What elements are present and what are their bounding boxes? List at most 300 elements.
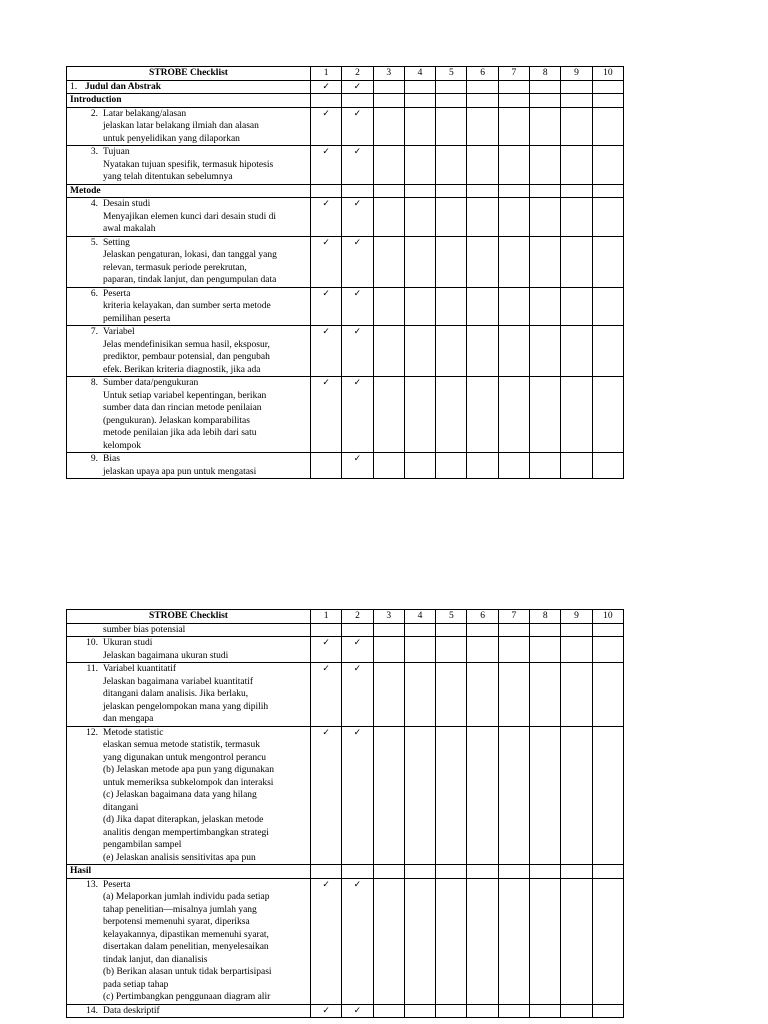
item-title: Judul dan Abstrak	[85, 81, 162, 92]
mark-cell	[404, 94, 435, 108]
header-col-10: 10	[592, 610, 623, 624]
mark-cell	[467, 146, 498, 185]
item-description-line: untuk penyelidikan yang dilaporkan	[103, 133, 240, 144]
mark-cell	[592, 726, 623, 865]
mark-cell	[498, 623, 529, 637]
check-mark: ✓	[342, 878, 373, 1004]
mark-cell	[404, 184, 435, 198]
header-col-5: 5	[436, 610, 467, 624]
header-col-2: 2	[342, 610, 373, 624]
item-description-line: metode penilaian jika ada lebih dari satu	[103, 428, 257, 438]
item-block	[70, 624, 307, 637]
mark-cell	[561, 146, 592, 185]
mark-cell	[436, 287, 467, 326]
mark-cell	[436, 623, 467, 637]
mark-cell	[592, 865, 623, 879]
item-text	[103, 108, 307, 146]
item-number: 5.	[90, 237, 98, 248]
item-cell	[67, 726, 311, 865]
item-title: Tujuan	[103, 147, 130, 157]
item-title: Data deskriptif	[103, 1005, 160, 1016]
mark-cell	[561, 663, 592, 727]
item-description-line: (b) Jelaskan metode apa pun yang digunakan	[103, 765, 274, 775]
mark-cell	[467, 184, 498, 198]
mark-cell	[311, 453, 342, 479]
item-description-line: Nyatakan tujuan spesifik, termasuk hipotesis	[103, 159, 274, 170]
header-col-7: 7	[498, 67, 529, 81]
header-col-2: 2	[342, 67, 373, 81]
mark-cell	[467, 80, 498, 94]
mark-cell	[561, 637, 592, 663]
item-title: Metode statistic	[103, 727, 164, 738]
item-number: 4.	[90, 199, 98, 209]
table-row	[67, 184, 624, 198]
item-number: 10.	[86, 638, 98, 648]
header-col-4: 4	[404, 67, 435, 81]
item-description-line: jelaskan latar belakang ilmiah dan alasan	[103, 121, 259, 131]
item-description-line: (e) Jelaskan analisis sensitivitas apa pun	[103, 852, 256, 863]
mark-cell	[592, 80, 623, 94]
mark-cell	[530, 326, 561, 377]
item-description-line: sumber data dan rincian metode penilaian	[103, 403, 262, 413]
item-block	[70, 879, 307, 1004]
mark-cell	[404, 637, 435, 663]
mark-cell	[592, 663, 623, 727]
item-text	[103, 146, 307, 184]
item-description-line: prediktor, pembaur potensial, dan pengubah	[103, 352, 270, 362]
mark-cell	[561, 80, 592, 94]
table-row	[67, 453, 624, 479]
mark-cell	[592, 1004, 623, 1018]
mark-cell	[342, 184, 373, 198]
mark-cell	[373, 236, 404, 287]
item-description-line: ditangani dalam analisis. Jika berlaku,	[103, 689, 249, 699]
mark-cell	[404, 146, 435, 185]
mark-cell	[467, 878, 498, 1004]
item-number: 11.	[86, 664, 98, 674]
header-col-4: 4	[404, 610, 435, 624]
item-description-line: Untuk setiap variabel kepentingan, berikan	[103, 390, 267, 401]
item-description-line: (d) Jika dapat diterapkan, jelaskan metode	[103, 815, 264, 825]
item-text	[103, 624, 307, 637]
check-mark: ✓	[342, 637, 373, 663]
item-cell	[67, 287, 311, 326]
mark-cell	[373, 637, 404, 663]
item-description-line: untuk memeriksa subkelompok dan interaksi	[103, 777, 274, 788]
header-col-6: 6	[467, 67, 498, 81]
item-heading	[70, 81, 307, 94]
check-mark: ✓	[311, 80, 342, 94]
mark-cell	[592, 184, 623, 198]
mark-cell	[467, 1004, 498, 1018]
check-mark: ✓	[342, 1004, 373, 1018]
mark-cell	[436, 637, 467, 663]
mark-cell	[592, 326, 623, 377]
mark-cell	[373, 453, 404, 479]
item-number: 3.	[90, 147, 98, 157]
mark-cell	[467, 726, 498, 865]
mark-cell	[373, 94, 404, 108]
item-number: 9.	[90, 454, 98, 464]
mark-cell	[530, 623, 561, 637]
item-block	[70, 453, 307, 478]
strobe-checklist-table-page-1	[66, 66, 624, 479]
item-block	[70, 377, 307, 452]
mark-cell	[373, 184, 404, 198]
item-cell	[67, 146, 311, 185]
mark-cell	[404, 878, 435, 1004]
table-row	[67, 146, 624, 185]
mark-cell	[592, 878, 623, 1004]
item-text	[103, 326, 307, 376]
mark-cell	[436, 107, 467, 146]
item-description-line: ditangani	[103, 802, 139, 813]
check-mark: ✓	[311, 287, 342, 326]
item-description-line: pada setiap tahap	[103, 979, 169, 990]
header-col-5: 5	[436, 67, 467, 81]
header-col-9: 9	[561, 67, 592, 81]
item-description-line: jelaskan upaya apa pun untuk mengatasi	[103, 466, 257, 477]
mark-cell	[373, 726, 404, 865]
mark-cell	[467, 326, 498, 377]
item-title: Variabel	[103, 327, 135, 337]
mark-cell	[467, 377, 498, 453]
item-block	[70, 237, 307, 287]
check-mark: ✓	[311, 146, 342, 185]
mark-cell	[436, 663, 467, 727]
mark-cell	[498, 377, 529, 453]
mark-cell	[373, 623, 404, 637]
header-col-8: 8	[530, 610, 561, 624]
table-row	[67, 865, 624, 879]
item-description-line: pengambilan sampel	[103, 840, 182, 850]
header-row	[67, 67, 624, 81]
item-description-line: (c) Jelaskan bagaimana data yang hilang	[103, 790, 257, 800]
item-description-line: kriteria kelayakan, dan sumber serta metode	[103, 301, 271, 311]
mark-cell	[404, 726, 435, 865]
mark-cell	[311, 623, 342, 637]
item-text	[103, 1005, 307, 1018]
item-block	[70, 637, 307, 662]
table-row	[67, 198, 624, 237]
mark-cell	[467, 663, 498, 727]
mark-cell	[592, 377, 623, 453]
item-text	[103, 377, 307, 452]
mark-cell	[561, 453, 592, 479]
item-block	[70, 146, 307, 184]
mark-cell	[342, 94, 373, 108]
item-cell	[67, 663, 311, 727]
mark-cell	[498, 326, 529, 377]
item-number: 6.	[90, 288, 98, 299]
strobe-checklist-table-page-2	[66, 609, 624, 1018]
item-cell	[67, 80, 311, 94]
check-mark: ✓	[311, 726, 342, 865]
item-description-line: Jelaskan bagaimana variabel kuantitatif	[103, 676, 254, 687]
mark-cell	[436, 80, 467, 94]
item-text	[103, 727, 307, 865]
mark-cell	[592, 637, 623, 663]
item-title: Peserta	[103, 879, 131, 890]
check-mark: ✓	[342, 198, 373, 237]
header-col-10: 10	[592, 67, 623, 81]
item-title: Latar belakang/alasan	[103, 108, 187, 119]
mark-cell	[498, 236, 529, 287]
mark-cell	[530, 198, 561, 237]
item-text	[103, 198, 307, 236]
item-description-line: analitis dengan mempertimbangkan strategi	[103, 827, 269, 838]
mark-cell	[498, 865, 529, 879]
item-description-line: dan mengapa	[103, 714, 154, 724]
mark-cell	[498, 726, 529, 865]
check-mark: ✓	[311, 198, 342, 237]
item-description-line: sumber bias potensial	[103, 624, 186, 635]
mark-cell	[530, 1004, 561, 1018]
check-mark: ✓	[311, 663, 342, 727]
item-description-line: Jelaskan bagaimana ukuran studi	[103, 650, 229, 661]
mark-cell	[373, 865, 404, 879]
check-mark: ✓	[342, 107, 373, 146]
item-number: 2.	[90, 108, 98, 119]
item-text	[103, 637, 307, 662]
item-number: 13.	[86, 879, 98, 890]
item-text	[103, 663, 307, 726]
mark-cell	[498, 878, 529, 1004]
item-description-line: (pengukuran). Jelaskan komparabilitas	[103, 415, 250, 426]
mark-cell	[561, 377, 592, 453]
mark-cell	[373, 146, 404, 185]
mark-cell	[342, 623, 373, 637]
item-block	[70, 1005, 307, 1018]
mark-cell	[561, 1004, 592, 1018]
mark-cell	[561, 878, 592, 1004]
mark-cell	[561, 326, 592, 377]
mark-cell	[404, 865, 435, 879]
mark-cell	[404, 623, 435, 637]
mark-cell	[498, 453, 529, 479]
item-description-line: (c) Pertimbangkan penggunaan diagram alir	[103, 992, 271, 1002]
mark-cell	[592, 198, 623, 237]
mark-cell	[592, 94, 623, 108]
mark-cell	[561, 236, 592, 287]
header-col-7: 7	[498, 610, 529, 624]
section-heading: Introduction	[67, 94, 311, 108]
item-description-line: kelompok	[103, 440, 141, 451]
check-mark: ✓	[342, 726, 373, 865]
mark-cell	[498, 637, 529, 663]
mark-cell	[498, 94, 529, 108]
item-description-line: yang telah ditentukan sebelumnya	[103, 172, 233, 182]
mark-cell	[530, 94, 561, 108]
item-title: Sumber data/pengukuran	[103, 378, 199, 388]
header-title: STROBE Checklist	[67, 610, 311, 624]
mark-cell	[404, 453, 435, 479]
mark-cell	[467, 107, 498, 146]
item-title: Desain studi	[103, 199, 151, 209]
mark-cell	[373, 198, 404, 237]
table-row	[67, 287, 624, 326]
check-mark: ✓	[311, 377, 342, 453]
mark-cell	[436, 1004, 467, 1018]
mark-cell	[436, 146, 467, 185]
item-description-line: berpotensi memenuhi syarat, diperiksa	[103, 917, 250, 927]
item-number: 14.	[86, 1005, 98, 1016]
mark-cell	[436, 878, 467, 1004]
mark-cell	[404, 236, 435, 287]
item-number: 1.	[70, 81, 78, 92]
mark-cell	[561, 287, 592, 326]
mark-cell	[467, 287, 498, 326]
header-row	[67, 610, 624, 624]
mark-cell	[373, 107, 404, 146]
mark-cell	[561, 865, 592, 879]
item-cell	[67, 453, 311, 479]
mark-cell	[436, 236, 467, 287]
mark-cell	[342, 865, 373, 879]
item-title: Bias	[103, 454, 120, 464]
header-title: STROBE Checklist	[67, 67, 311, 81]
table-row	[67, 107, 624, 146]
item-text	[103, 237, 307, 287]
table-row	[67, 377, 624, 453]
header-col-3: 3	[373, 67, 404, 81]
item-cell	[67, 326, 311, 377]
mark-cell	[373, 287, 404, 326]
mark-cell	[436, 865, 467, 879]
mark-cell	[373, 326, 404, 377]
mark-cell	[530, 865, 561, 879]
item-block	[70, 288, 307, 326]
mark-cell	[436, 198, 467, 237]
mark-cell	[373, 80, 404, 94]
mark-cell	[498, 663, 529, 727]
mark-cell	[498, 107, 529, 146]
mark-cell	[373, 1004, 404, 1018]
table-row	[67, 878, 624, 1004]
item-cell	[67, 878, 311, 1004]
mark-cell	[436, 94, 467, 108]
check-mark: ✓	[342, 236, 373, 287]
section-heading: Hasil	[67, 865, 311, 879]
check-mark: ✓	[342, 287, 373, 326]
table-row	[67, 623, 624, 637]
item-block	[70, 727, 307, 865]
checklist-body	[67, 623, 624, 1018]
item-description-line: (a) Melaporkan jumlah individu pada setiap	[103, 892, 270, 902]
mark-cell	[498, 146, 529, 185]
mark-cell	[592, 623, 623, 637]
item-text	[103, 879, 307, 1004]
mark-cell	[436, 726, 467, 865]
item-text	[103, 288, 307, 326]
check-mark: ✓	[311, 326, 342, 377]
item-number: 12.	[86, 727, 98, 738]
check-mark: ✓	[342, 80, 373, 94]
check-mark: ✓	[342, 326, 373, 377]
header-col-6: 6	[467, 610, 498, 624]
check-mark: ✓	[311, 1004, 342, 1018]
mark-cell	[404, 80, 435, 94]
mark-cell	[436, 453, 467, 479]
mark-cell	[311, 184, 342, 198]
item-title: Peserta	[103, 288, 131, 299]
item-title: Setting	[103, 237, 130, 248]
mark-cell	[561, 726, 592, 865]
check-mark: ✓	[342, 663, 373, 727]
item-description-line: yang digunakan untuk mengontrol perancu	[103, 752, 267, 763]
mark-cell	[530, 146, 561, 185]
item-description-line: paparan, tindak lanjut, dan pengumpulan data	[103, 275, 277, 285]
mark-cell	[498, 1004, 529, 1018]
mark-cell	[561, 184, 592, 198]
item-description-line: (b) Berikan alasan untuk tidak berpartisipasi	[103, 967, 272, 977]
table-row	[67, 663, 624, 727]
item-block	[70, 198, 307, 236]
item-cell	[67, 107, 311, 146]
item-description-line: disertakan dalam penelitian, menyelesaikan	[103, 942, 269, 952]
item-description-line: elaskan semua metode statistik, termasuk	[103, 740, 260, 750]
item-title: Variabel kuantitatif	[103, 664, 177, 674]
mark-cell	[498, 198, 529, 237]
mark-cell	[498, 184, 529, 198]
header-col-3: 3	[373, 610, 404, 624]
mark-cell	[467, 623, 498, 637]
mark-cell	[530, 637, 561, 663]
mark-cell	[436, 184, 467, 198]
header-col-8: 8	[530, 67, 561, 81]
item-number: 7.	[90, 327, 98, 337]
item-block	[70, 663, 307, 726]
item-block	[70, 108, 307, 146]
item-cell	[67, 198, 311, 237]
item-description-line: efek. Berikan kriteria diagnostik, jika ada	[103, 364, 261, 375]
mark-cell	[561, 623, 592, 637]
mark-cell	[592, 146, 623, 185]
item-description-line: pemilihan peserta	[103, 313, 171, 324]
item-description-line: awal makalah	[103, 224, 156, 234]
mark-cell	[467, 865, 498, 879]
mark-cell	[530, 184, 561, 198]
mark-cell	[373, 377, 404, 453]
mark-cell	[311, 94, 342, 108]
table-row	[67, 1004, 624, 1018]
mark-cell	[467, 198, 498, 237]
mark-cell	[530, 107, 561, 146]
mark-cell	[498, 287, 529, 326]
check-mark: ✓	[342, 377, 373, 453]
mark-cell	[436, 377, 467, 453]
mark-cell	[467, 637, 498, 663]
item-description-line: Jelas mendefinisikan semua hasil, eksposur,	[103, 339, 270, 350]
mark-cell	[530, 878, 561, 1004]
mark-cell	[404, 198, 435, 237]
table-row	[67, 326, 624, 377]
mark-cell	[530, 287, 561, 326]
mark-cell	[467, 236, 498, 287]
mark-cell	[530, 236, 561, 287]
mark-cell	[530, 377, 561, 453]
mark-cell	[404, 326, 435, 377]
item-cell	[67, 1004, 311, 1018]
mark-cell	[592, 453, 623, 479]
header-col-1: 1	[311, 610, 342, 624]
mark-cell	[467, 94, 498, 108]
mark-cell	[592, 236, 623, 287]
mark-cell	[404, 377, 435, 453]
mark-cell	[561, 107, 592, 146]
item-cell	[67, 623, 311, 637]
table-row	[67, 726, 624, 865]
